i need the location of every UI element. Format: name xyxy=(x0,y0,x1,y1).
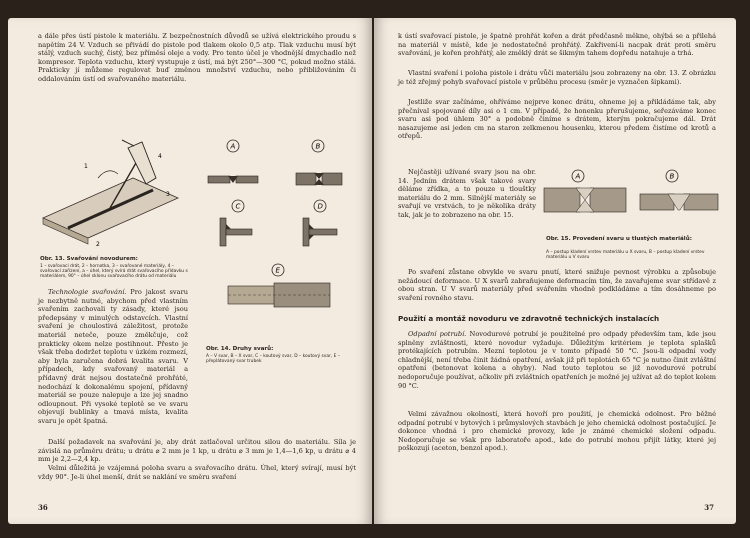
svg-text:4: 4 xyxy=(158,153,162,160)
left-para-2 xyxy=(38,288,188,426)
label-e: E xyxy=(275,266,280,275)
left-page xyxy=(8,18,372,524)
page-number-right: 37 xyxy=(704,503,714,512)
svg-text:3: 3 xyxy=(166,191,170,198)
label-c: C xyxy=(235,202,241,211)
right-para-4: Nejčastěji užívané svary jsou na obr. 14. Jedním drátem však takové svary děláme zřídka, a to pouze u tlouštky materiálu do 2 mm. Silnější materiály se svařují ve vrstvách, to je několika dráty tak, jak je to zobrazeno na obr. 15. xyxy=(398,168,536,219)
left-para-2-title: Technologie svařování. xyxy=(48,288,127,296)
left-para-2-body: Pro jakost svaru je nezbytně nutné, abychom před vlastním svařením zachovali ty zásady, které jsou předepsány v minulých odstavcích. Vlastní svaření je choulostivá záležitost, protože materiál neteče, pouze změkčuje, což prakticky okem nelze postihnout. Přesto je však třeba dodržet teplotu v úzkém rozmezí, aby byla zaručena dobrá kvalita svaru. V případech, kdy svařovaný materiál a přídavný drát nejsou dostatečně prohřáté, nedochází k dokonalému spojení, přídavný materiál se pouze nalepuje a lze jej snadno odloupnout. Při vysoké teplotě se ve svaru objevují bublinky a tmavá místa, kvalita svaru je opět špatná. xyxy=(38,288,188,425)
fig15-label-b: B xyxy=(669,172,675,181)
right-para-2: Vlastní svaření i poloha pistole i drátu vůči materiálu jsou zobrazeny na obr. 13. Z obrázku je též zřejmý pohyb svařovací pistole v průběhu procesu (směr je vyznačen šipkami). xyxy=(398,69,716,86)
section-title: Použití a montáž novoduru ve zdravotně technických instalacích xyxy=(398,314,660,323)
right-para-3: Jestliže svar začínáme, ohříváme nejprve konec drátu, ohneme jej a přikládáme tak, aby přečníval spojované díly asi o 1 cm. V případě, že honenku přerušujeme, seřezáváme konec svaru asi pod úhlem 30° a podobně činíme s drátem, kterým pokračujeme dál. Drát nasazujeme asi jeden cm na staron zelkmenou housenku, kterou předem čistíme od krotů a otřepů. xyxy=(398,98,716,141)
fig15-caption: Obr. 15. Provedení svaru u tlustých materiálů: xyxy=(546,236,692,242)
right-page xyxy=(374,18,736,524)
fig13-legend: 1 – svařovací drát, 2 – hornotka, 3 – svařované materiály, 4 – svařovací zařízení, a – úhel, který svírá drát svařovacího přídavku s materiálem, 90° – úhel sklonu svařovacího drátu od materiálu xyxy=(40,264,188,280)
right-para-6 xyxy=(398,330,716,390)
right-para-1: k ústí svařovací pistole, je špatně prohřát kořen a drát předčasně měkne, ohýbá se a přilehá na materiál v místě, kde je nedostatečně prohřátý. Zakřivení-li nacpak drát proti směru svařování, je kořen prohřátý, ale změklý drát se šikmým tahem dopředu natahuje a trhá. xyxy=(398,32,716,58)
figure-13-welding-illustration xyxy=(38,138,188,253)
label-b: B xyxy=(315,142,321,151)
right-para-7: Velmi závažnou okolností, která hovoří pro použití, je chemická odolnost. Pro běžné odpadní potrubí v bytových i průmyslových stavbách je jeho chemická odolnost postačující. Je dokonce vhodná i pro chemické provozy, kde je známé chemické složení odpadu. Nedoporučuje se však pro laboratoře apod., kde do potrubí mohou přijít látky, které jej poškozují (aceton, benzol apod.). xyxy=(398,410,716,453)
page-number-left: 36 xyxy=(38,503,48,512)
left-para-3: Další požadavek na svařování je, aby drát zatlačoval určitou silou do materiálu. Síla je závislá na průměru drátu; u drátu ⌀ 2 mm je 1 kp, u drátu ⌀ 3 mm je 1,4—1,6 kp, u drátu ⌀ 4 mm je 2,2—2,4 kp. xyxy=(38,438,356,464)
figure-14-weld-types xyxy=(198,136,358,346)
right-para-6-title: Odpadní potrubí. xyxy=(408,330,467,338)
label-d: D xyxy=(317,202,323,211)
fig14-caption: Obr. 14. Druhy svarů: xyxy=(206,346,274,352)
fig15-label-a: A xyxy=(575,172,581,181)
left-para-1: a dále přes ústí pistole k materiálu. Z bezpečnostních důvodů se užívá elektrického proudu s napětím 24 V. Vzduch se přivádí do pistole pod tlakem okolo 0,5 atp. Tlak vzduchu musí být stálý, vzduch suchý, čistý, bez příměsí oleje a vody. Pro tento účel je vhodnější dmychadlo než kompresor. Teplota vzduchu, který vystupuje z ústí, má být 250°—300 °C, pokud možno stálá. Prakticky jí můžeme regulovat buď změnou množství vzduchu, nebo přibližováním či oddalováním ústí od svařovaného materiálu. xyxy=(38,32,356,83)
right-para-5: Po svaření zůstane obvykle ve svaru pnutí, které snižuje pevnost výrobku a způsobuje nežádoucí deformace. U X svarů zabraňujeme deformacím tím, že zavařujeme svar střídavě z obou stran. U V svarů materiály před svářením vhodně podkládáme a tím dosáhneme po svaření rovného stavu. xyxy=(398,268,716,302)
label-a: A xyxy=(230,142,236,151)
left-para-4: Velmi důležitá je vzájemná poloha svaru a svařovacího drátu. Úhel, který svírají, musí být vždy 90°. Je-li úhel menší, drát se naklání ve směru svaření xyxy=(38,464,356,481)
right-para-6-body: Novodurové potrubí je použitelné pro odpady především tam, kde jsou splněny zvláštnosti, které novodur vyžaduje. Důležitým kritériem je teplota splašků protékajících potrubím. Mezní teplotou je v tomto případě 50 °C. Jsou-li odpadní vody chladnější, není třeba činit žádná opatření, avšak již při teplotách 65 °C je nutno činit zvláštní opatření (betonovat kolena a ohyby). Nad touto teplotou se již novodurové potrubí nedoporučuje používat, ačkoliv při zvláštních opatřeních je možné jej užívat až do teplot kolem 90 °C. xyxy=(398,330,716,390)
fig15-legend: A – postup kladení vrstev materiálu u X svaru, B – postup kladení vrstev materiálu u V svaru xyxy=(546,250,705,261)
fig13-caption: Obr. 13. Svařování novodurem: xyxy=(40,256,138,262)
svg-text:2: 2 xyxy=(96,241,100,248)
svg-text:1: 1 xyxy=(84,163,88,170)
figure-15-thick-welds xyxy=(542,168,722,234)
fig14-legend: A – V svar, B – X svar, C – koutový svar, D – koutový svar, E – přeplátovaný svar trubek xyxy=(206,354,340,365)
